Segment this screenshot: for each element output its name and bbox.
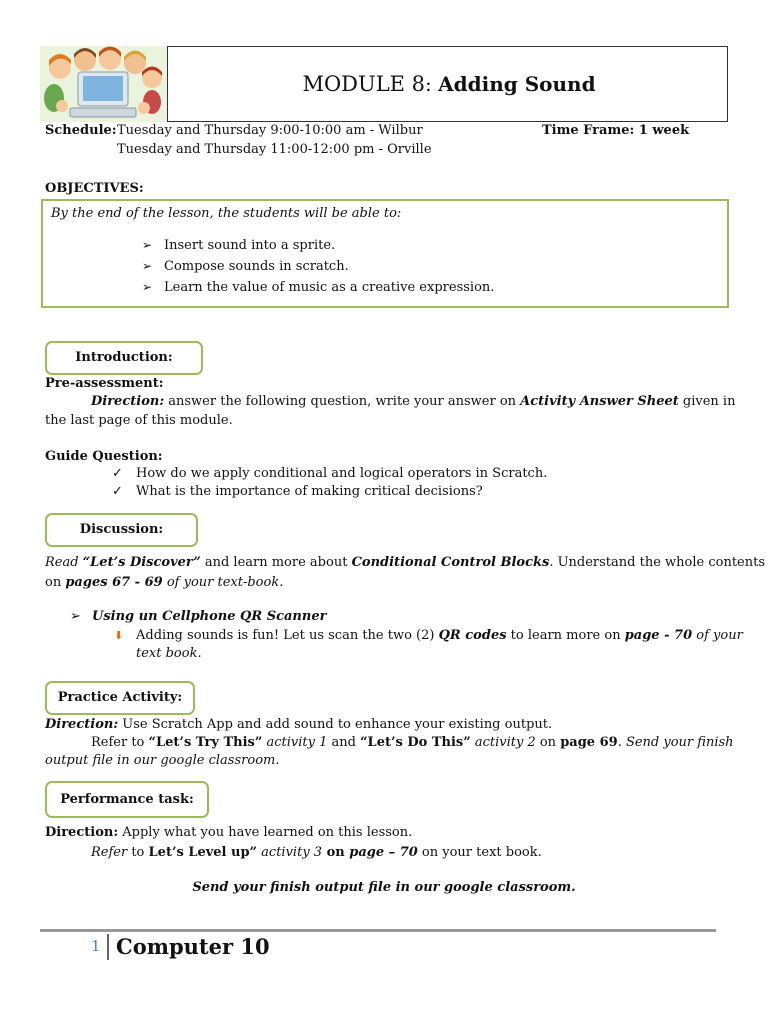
objective-item: ➢ Learn the value of music as a creative expression. <box>142 280 495 295</box>
performance-task-pill: Performance task: <box>45 781 209 818</box>
objective-item: ➢ Compose sounds in scratch. <box>142 259 349 274</box>
pre-assessment-direction: Direction: answer the following question, write your answer on Activity Answer Sheet given in <box>91 394 736 409</box>
arrow-bullet-icon: ➢ <box>142 280 153 294</box>
discussion-text-cont: on pages 67 - 69 of your text-book. <box>45 575 284 590</box>
kids-computer-logo <box>40 46 168 122</box>
down-arrow-bullet-icon: ⬇ <box>114 629 124 642</box>
discussion-text: Read “Let’s Discover” and learn more about Conditional Control Blocks. Understand the whole contents <box>45 555 766 570</box>
schedule-line-2: Tuesday and Thursday 11:00-12:00 pm - Orville <box>117 142 432 157</box>
guide-question-item: ✓ What is the importance of making critical decisions? <box>112 484 483 499</box>
footer-separator <box>107 934 109 960</box>
qr-scanner-text-cont: text book. <box>136 646 202 661</box>
performance-refer: Refer to Let’s Level up” activity 3 on page – 70 on your text book. <box>91 845 542 860</box>
check-icon: ✓ <box>112 484 123 499</box>
pre-assessment-label: Pre-assessment: <box>45 376 164 391</box>
objectives-heading: OBJECTIVES: <box>45 181 144 196</box>
performance-direction: Direction: Apply what you have learned on this lesson. <box>45 825 413 840</box>
arrow-bullet-icon: ➢ <box>142 238 153 252</box>
arrow-bullet-icon: ➢ <box>70 609 81 624</box>
guide-question-item: ✓ How do we apply conditional and logical operators in Scratch. <box>112 466 548 481</box>
objective-item: ➢ Insert sound into a sprite. <box>142 238 336 253</box>
practice-direction: Direction: Use Scratch App and add sound to enhance your existing output. <box>45 717 553 732</box>
objectives-intro: By the end of the lesson, the students will be able to: <box>51 206 402 221</box>
introduction-pill: Introduction: <box>45 341 203 375</box>
practice-refer-cont: output file in our google classroom. <box>45 753 280 768</box>
qr-scanner-text: ⬇ Adding sounds is fun! Let us scan the two (2) QR codes to learn more on page - 70 of your <box>114 628 743 643</box>
practice-activity-pill: Practice Activity: <box>45 681 195 715</box>
course-name: Computer 10 <box>116 934 270 959</box>
qr-scanner-heading: ➢ Using un Cellphone QR Scanner <box>70 609 327 624</box>
pre-assessment-direction-cont: the last page of this module. <box>45 413 233 428</box>
check-icon: ✓ <box>112 466 123 481</box>
page-number: 1 <box>91 937 101 955</box>
module-title: MODULE 8: Adding Sound <box>302 72 596 96</box>
send-output-note: Send your finish output file in our google classroom. <box>192 880 576 895</box>
footer-divider <box>40 929 716 932</box>
guide-question-label: Guide Question: <box>45 449 163 464</box>
practice-refer: Refer to “Let’s Try This” activity 1 and “Let’s Do This” activity 2 on page 69. Send your finish <box>91 735 734 750</box>
schedule-line-1: Tuesday and Thursday 9:00-10:00 am - Wilbur <box>117 123 423 138</box>
discussion-pill: Discussion: <box>45 513 198 547</box>
arrow-bullet-icon: ➢ <box>142 259 153 273</box>
time-frame: Time Frame: 1 week <box>542 123 690 138</box>
schedule-label: Schedule: <box>45 123 117 138</box>
